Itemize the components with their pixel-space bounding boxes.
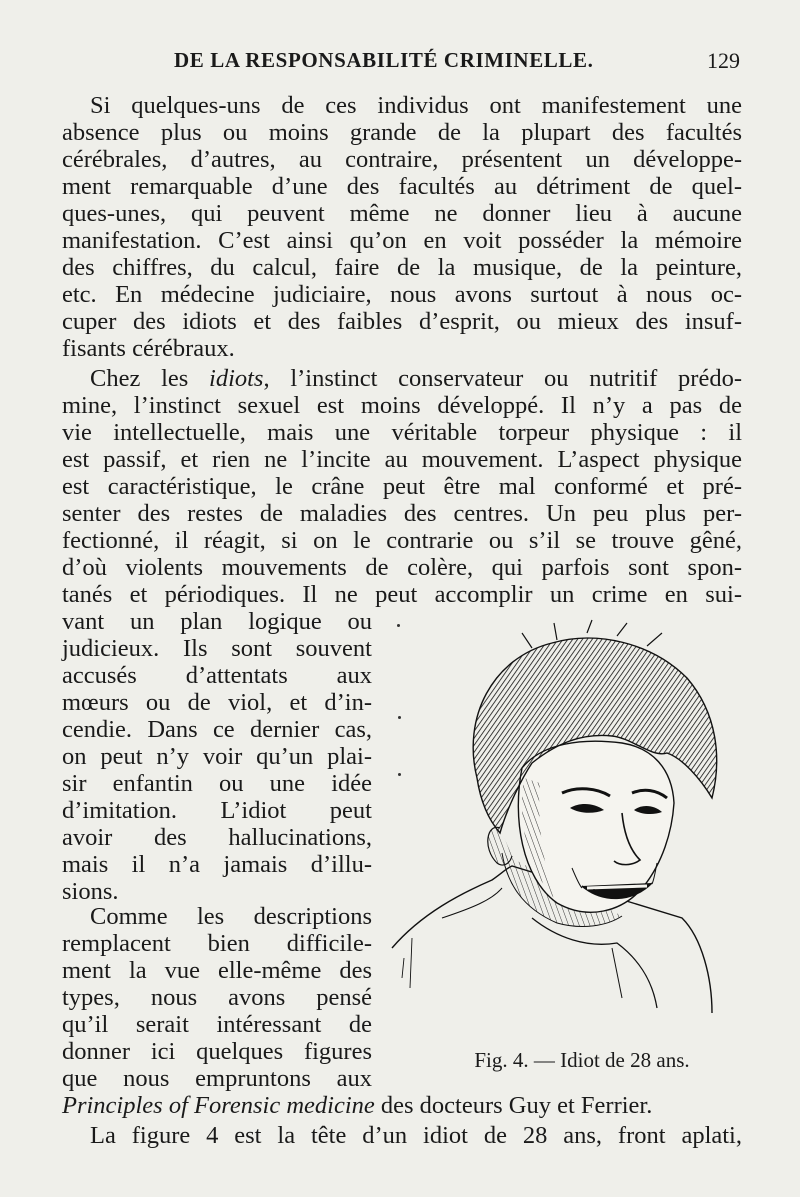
running-title: DE LA RESPONSABILITÉ CRIMINELLE. (174, 48, 594, 72)
page-number: 129 (707, 48, 740, 73)
text-line: accusés d’attentats aux (62, 662, 372, 689)
text-line: Comme les descriptions (90, 903, 372, 930)
text-line: absence plus ou moins grande de la plupart des facultés (62, 119, 742, 146)
text-line: types, nous avons pensé (62, 984, 372, 1011)
text-line: tanés et périodiques. Il ne peut accomplir un crime en sui- (62, 581, 742, 608)
text-line: mœurs ou de viol, et d’in- (62, 689, 372, 716)
book-title: Principles of Forensic medicine (62, 1092, 375, 1119)
text-line: Si quelques-uns de ces individus ont manifestement une (90, 92, 742, 119)
text-line: judicieux. Ils sont souvent (62, 635, 372, 662)
text-line: est passif, et rien ne l’incite au mouvement. L’aspect physique (62, 446, 742, 473)
text-line: que nous empruntons aux (62, 1065, 372, 1092)
text-run: Chez les (90, 365, 210, 392)
text-line: remplacent bien difficile- (62, 930, 372, 957)
text-line: des chiffres, du calcul, faire de la musique, de la peinture, (62, 254, 742, 281)
text-run: des docteurs Guy et Ferrier. (374, 1092, 653, 1119)
text-line: La figure 4 est la tête d’un idiot de 28 ans, front aplati, (90, 1122, 742, 1149)
print-speck (397, 624, 400, 627)
text-line: manifestation. C’est ainsi qu’on en voit posséder la mémoire (62, 227, 742, 254)
text-line: d’imitation. L’idiot peut (62, 797, 372, 824)
text-line: etc. En médecine judiciaire, nous avons surtout à nous oc- (62, 281, 742, 308)
text-line (62, 1092, 742, 1119)
print-speck (398, 716, 401, 719)
text-line (62, 365, 742, 392)
text-line: sir enfantin ou une idée (62, 770, 372, 797)
text-line: donner ici quelques figures (62, 1038, 372, 1065)
text-line: senter des restes de maladies des centres. Un peu plus per- (62, 500, 742, 527)
page-header (62, 48, 742, 78)
print-speck (398, 773, 401, 776)
text-line: qu’il serait intéressant de (62, 1011, 372, 1038)
text-line: ment remarquable d’une des facultés au détriment de quel- (62, 173, 742, 200)
text-line: cérébrales, d’autres, au contraire, présentent un développe- (62, 146, 742, 173)
text-run: , l’instinct conservateur ou nutritif prédo- (263, 365, 742, 392)
text-line: vie intellectuelle, mais une véritable torpeur physique : il (62, 419, 742, 446)
text-line: mais il n’a jamais d’illu- (62, 851, 372, 878)
text-line: d’où violents mouvements de colère, qui parfois sont spon- (62, 554, 742, 581)
text-line: vant un plan logique ou (62, 608, 372, 635)
text-line: est caractéristique, le crâne peut être mal conformé et pré- (62, 473, 742, 500)
text-line: avoir des hallucinations, (62, 824, 372, 851)
text-line: fectionné, il réagit, si on le contrarie ou s’il se trouve gêné, (62, 527, 742, 554)
figure-caption: Fig. 4. — Idiot de 28 ans. (474, 1048, 690, 1072)
text-line: fisants cérébraux. (62, 335, 235, 362)
text-line: mine, l’instinct sexuel est moins développé. Il n’y a pas de (62, 392, 742, 419)
text-line: ment la vue elle-même des (62, 957, 372, 984)
text-line: cuper des idiots et des faibles d’esprit, ou mieux des insuf- (62, 308, 742, 335)
text-line: on peut n’y voir qu’un plai- (62, 743, 372, 770)
engraved-portrait-icon (382, 618, 737, 1038)
text-line: sions. (62, 878, 119, 905)
text-line: ques-unes, qui peuvent même ne donner lieu à aucune (62, 200, 742, 227)
italic-term: idiots (209, 365, 264, 392)
text-line: cendie. Dans ce dernier cas, (62, 716, 372, 743)
figure-idiot-portrait (382, 618, 737, 1038)
